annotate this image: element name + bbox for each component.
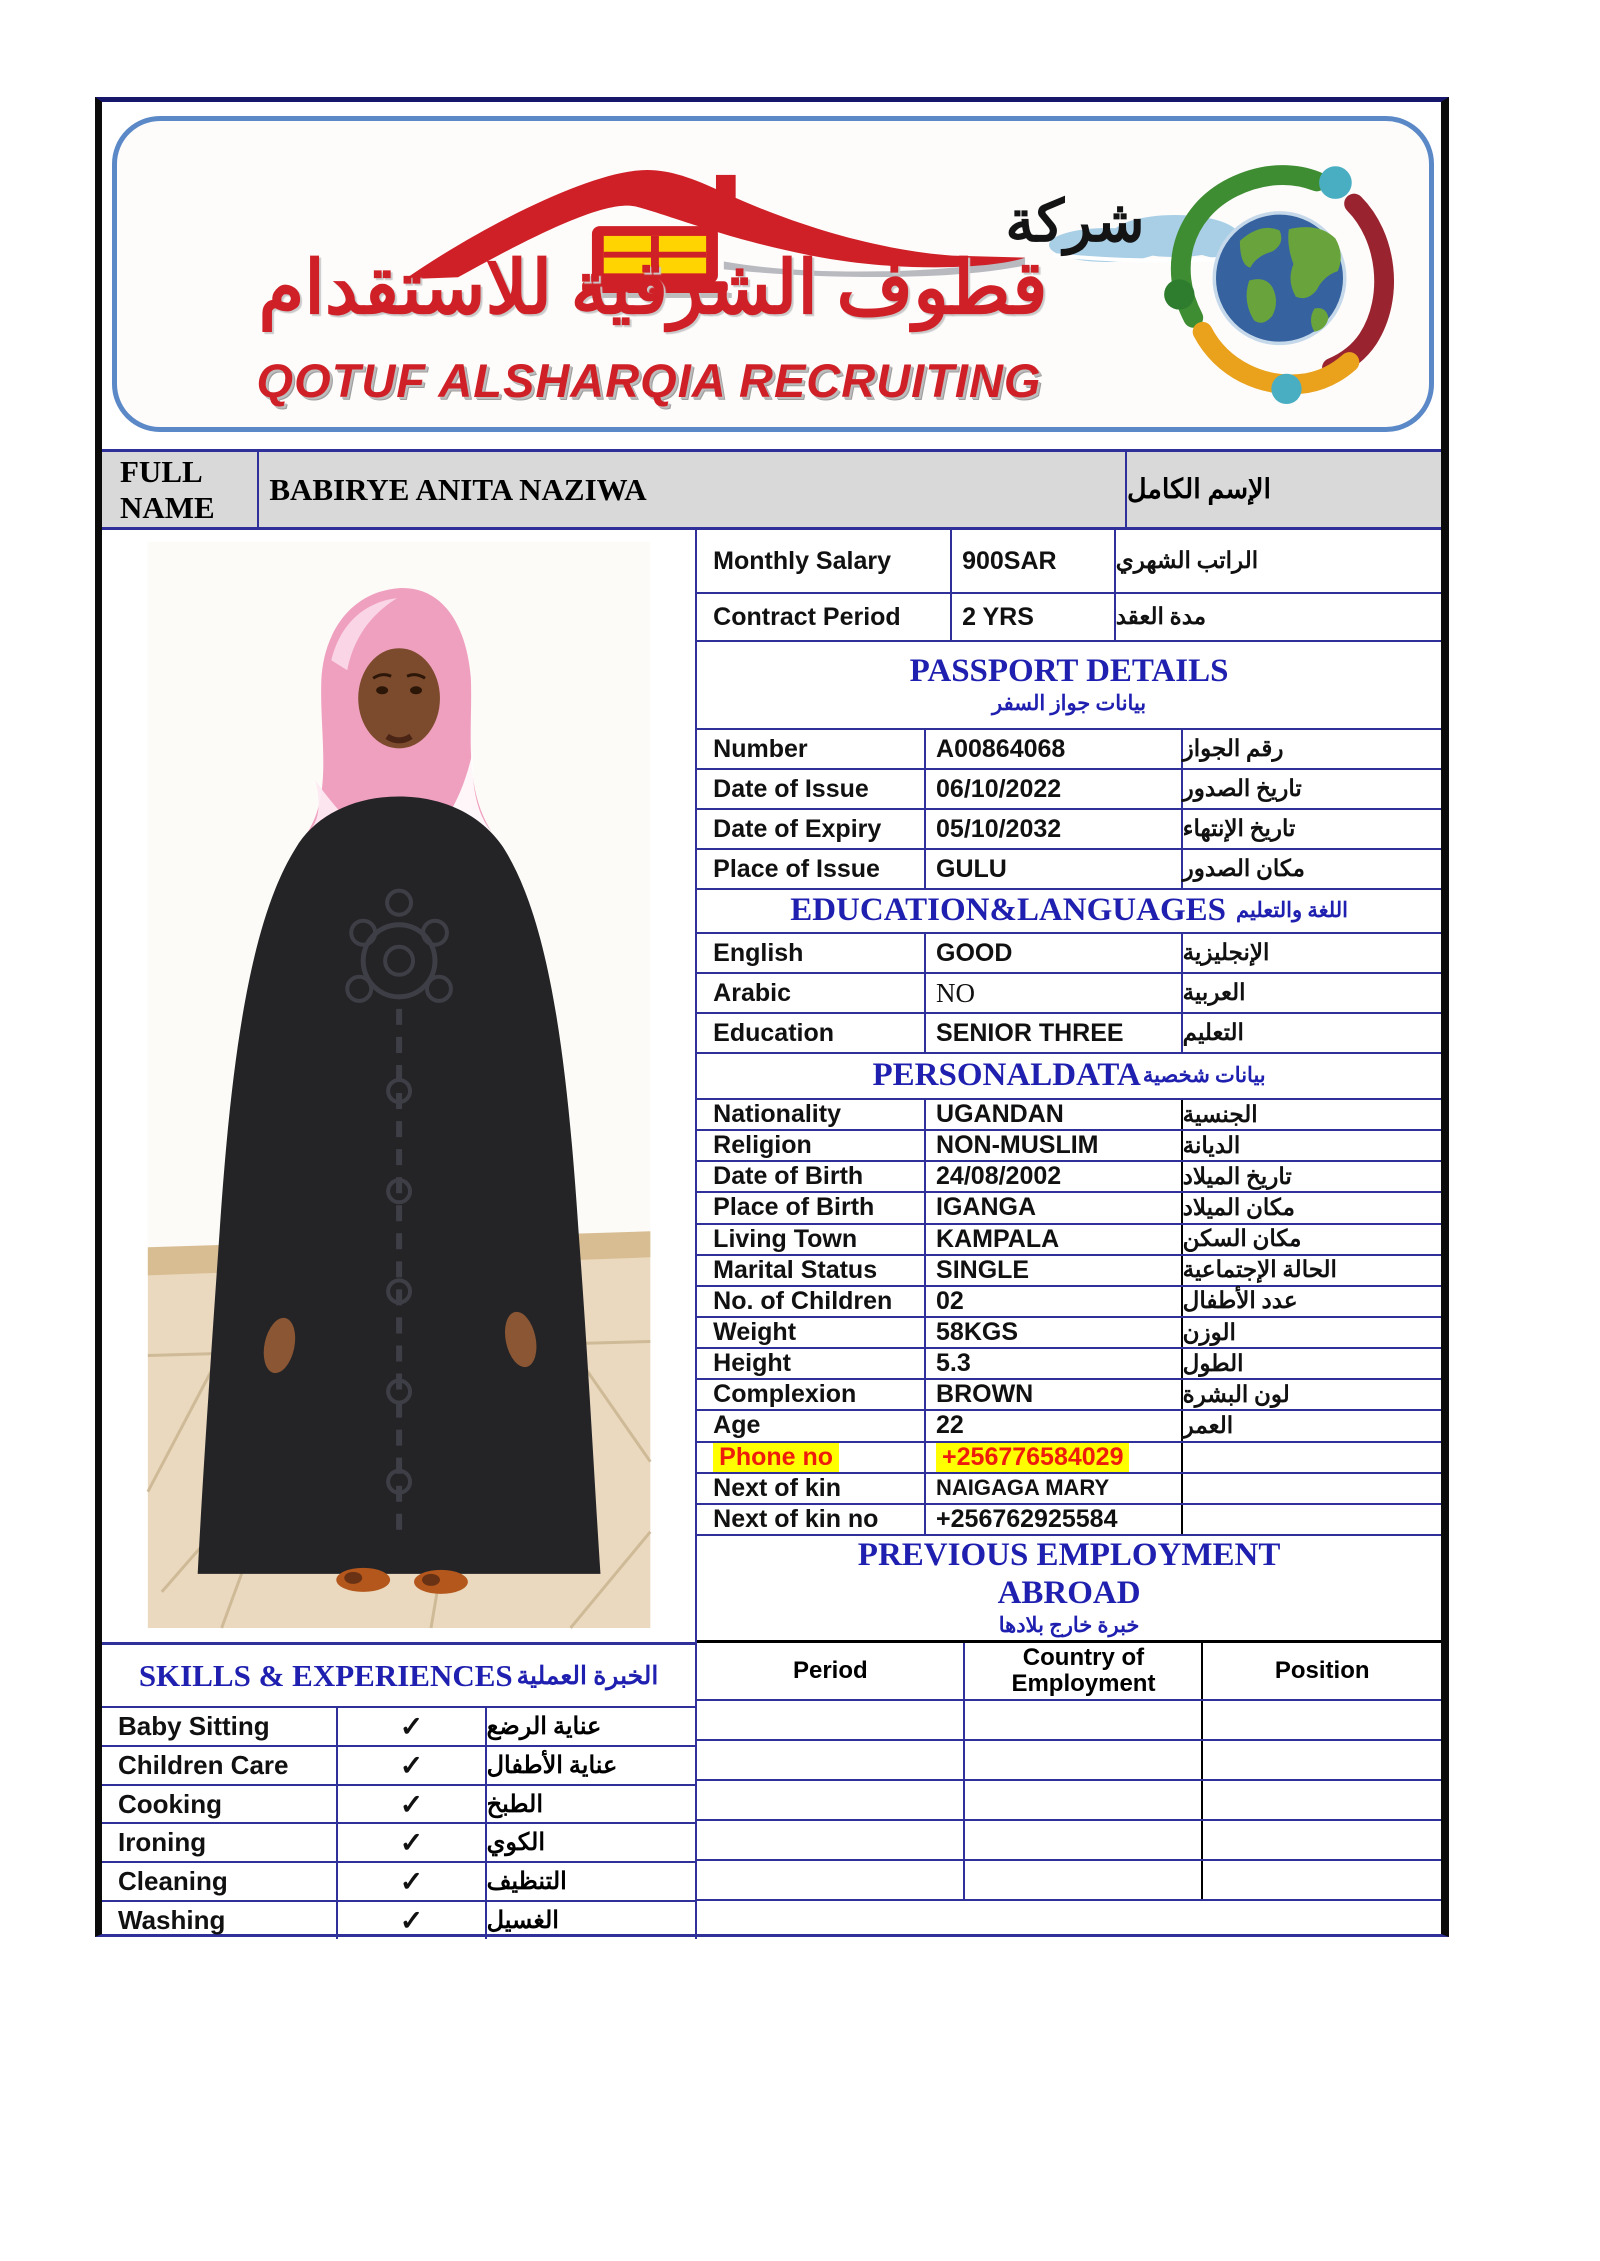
- field-label-arabic: العمر: [1181, 1411, 1441, 1440]
- right-column: [697, 530, 1441, 1939]
- row-weight: [697, 1316, 1441, 1347]
- employment-row-empty: [697, 1779, 1441, 1819]
- field-label-arabic: تاريخ الميلاد: [1181, 1162, 1441, 1191]
- globe-logo-icon: [1149, 143, 1417, 411]
- field-label: Number: [713, 734, 808, 763]
- left-column: [102, 530, 697, 1939]
- field-label: Place of Birth: [713, 1193, 875, 1222]
- skill-label-arabic: عناية الأطفال: [485, 1747, 696, 1784]
- check-icon: ✓: [336, 1708, 484, 1745]
- field-value: UGANDAN: [924, 1100, 1181, 1129]
- field-value: 5.3: [924, 1349, 1181, 1378]
- field-value: 02: [924, 1287, 1181, 1316]
- field-value: SENIOR THREE: [924, 1014, 1181, 1052]
- field-label-arabic: تاريخ الإنتهاء: [1181, 810, 1441, 848]
- education-title-arabic: اللغة والتعليم: [1236, 898, 1348, 923]
- field-label: Living Town: [713, 1224, 858, 1253]
- skill-label: Cleaning: [118, 1866, 228, 1897]
- column-header-country: Country of Employment: [963, 1643, 1201, 1699]
- skill-label-arabic: الغسيل: [485, 1902, 696, 1939]
- field-label-arabic: الراتب الشهري: [1114, 530, 1441, 592]
- country-cell: [963, 1781, 1201, 1819]
- field-label: Marital Status: [713, 1255, 878, 1284]
- field-label: No. of Children: [713, 1286, 893, 1315]
- field-value: 05/10/2032: [924, 810, 1181, 848]
- candidate-photo: [102, 530, 695, 1642]
- field-label: Date of Birth: [713, 1162, 864, 1191]
- field-label: Religion: [713, 1131, 812, 1160]
- employment-row-empty: [697, 1859, 1441, 1899]
- period-cell: [697, 1861, 963, 1899]
- field-value: GOOD: [924, 934, 1181, 972]
- skill-label: Cooking: [118, 1788, 222, 1819]
- field-label: Education: [713, 1018, 835, 1047]
- skill-label: Washing: [118, 1905, 226, 1936]
- field-label-arabic: [1181, 1474, 1441, 1503]
- skill-label: Children Care: [118, 1749, 289, 1780]
- row-date-of-expiry: [697, 808, 1441, 848]
- row-next-of-kin-no: [697, 1503, 1441, 1534]
- main-band: [102, 527, 1441, 1939]
- position-cell: [1201, 1701, 1441, 1739]
- field-value: BROWN: [924, 1380, 1181, 1409]
- field-value: GULU: [924, 850, 1181, 888]
- row-place-of-issue: [697, 848, 1441, 888]
- row-arabic: [697, 972, 1441, 1012]
- field-value: 900SAR: [950, 530, 1114, 592]
- row-height: [697, 1347, 1441, 1378]
- full-name-label: FULL NAME: [120, 453, 215, 525]
- field-label: Complexion: [713, 1380, 857, 1409]
- country-cell: [963, 1821, 1201, 1859]
- skill-label-arabic: الكوي: [485, 1824, 696, 1861]
- skill-row-cleaning: [102, 1861, 695, 1900]
- skill-label: Ironing: [118, 1827, 207, 1858]
- skill-label: Baby Sitting: [118, 1710, 270, 1741]
- skill-label-arabic: الطبخ: [485, 1786, 696, 1823]
- row-contract-period: [697, 592, 1441, 640]
- row-date-of-issue: [697, 768, 1441, 808]
- check-icon: ✓: [336, 1902, 484, 1939]
- row-place-of-birth: [697, 1191, 1441, 1222]
- previous-employment-title-arabic: خبرة خارج بلادها: [998, 1613, 1140, 1638]
- personal-title: PERSONALDATA: [872, 1057, 1141, 1094]
- field-label-arabic: لون البشرة: [1181, 1380, 1441, 1409]
- row-date-of-birth: [697, 1160, 1441, 1191]
- full-name-value: BABIRYE ANITA NAZIWA: [257, 452, 1125, 527]
- country-cell: [963, 1741, 1201, 1779]
- period-cell: [697, 1821, 963, 1859]
- skill-label-arabic: عناية الرضع: [485, 1708, 696, 1745]
- field-label-arabic: الوزن: [1181, 1318, 1441, 1347]
- field-label: Next of kin: [713, 1473, 841, 1502]
- passport-title-arabic: بيانات جواز السفر: [992, 691, 1147, 716]
- field-label: Nationality: [713, 1100, 841, 1129]
- field-value: 24/08/2002: [924, 1162, 1181, 1191]
- field-label-arabic: العربية: [1181, 974, 1441, 1012]
- skill-row-cooking: [102, 1784, 695, 1823]
- field-label-arabic: الحالة الإجتماعية: [1181, 1256, 1441, 1285]
- row-religion: [697, 1129, 1441, 1160]
- field-label-arabic: التعليم: [1181, 1014, 1441, 1052]
- field-value: NON-MUSLIM: [924, 1131, 1181, 1160]
- row-nationality: [697, 1098, 1441, 1129]
- previous-employment-header: [697, 1534, 1441, 1640]
- row-next-of-kin: [697, 1472, 1441, 1503]
- field-label: Age: [713, 1411, 761, 1440]
- field-label: Place of Issue: [713, 854, 880, 883]
- employment-row-empty: [697, 1699, 1441, 1739]
- field-label-arabic: مدة العقد: [1114, 594, 1441, 640]
- skills-title: SKILLS & EXPERIENCES: [138, 1657, 513, 1693]
- skill-row-ironing: [102, 1822, 695, 1861]
- full-name-row: [102, 449, 1441, 527]
- field-label-arabic: تاريخ الصدور: [1181, 770, 1441, 808]
- field-value: +256762925584: [924, 1505, 1181, 1534]
- field-label-arabic: [1181, 1505, 1441, 1534]
- field-value: SINGLE: [924, 1256, 1181, 1285]
- phone-value-highlighted: +256776584029: [936, 1443, 1129, 1472]
- skill-label-arabic: التنظيف: [485, 1863, 696, 1900]
- employment-table-header: [697, 1640, 1441, 1699]
- field-label-arabic: عدد الأطفال: [1181, 1287, 1441, 1316]
- skill-row-children-care: [102, 1745, 695, 1784]
- row-marital-status: [697, 1254, 1441, 1285]
- period-cell: [697, 1781, 963, 1819]
- field-label: Weight: [713, 1318, 797, 1347]
- field-label: Contract Period: [713, 602, 901, 631]
- field-label: English: [713, 938, 804, 967]
- period-cell: [697, 1701, 963, 1739]
- field-label: Arabic: [713, 978, 791, 1007]
- field-value: KAMPALA: [924, 1225, 1181, 1254]
- position-cell: [1201, 1741, 1441, 1779]
- header-band: [102, 102, 1441, 449]
- skills-title-arabic: الخبرة العملية: [516, 1662, 659, 1690]
- row-no-of-children: [697, 1285, 1441, 1316]
- column-header-position: Position: [1201, 1643, 1441, 1699]
- position-cell: [1201, 1821, 1441, 1859]
- personal-title-arabic: بيانات شخصية: [1142, 1063, 1266, 1088]
- field-label: Height: [713, 1349, 791, 1378]
- education-section-header: [697, 888, 1441, 932]
- field-value: NO: [924, 974, 1181, 1012]
- full-name-label-arabic: الإسم الكامل: [1125, 452, 1441, 527]
- employment-row-merged-empty: [697, 1899, 1441, 1939]
- field-label: Date of Expiry: [713, 814, 882, 843]
- candidate-photo-illustration: [102, 530, 695, 1642]
- row-education: [697, 1012, 1441, 1052]
- passport-title: PASSPORT DETAILS: [909, 653, 1229, 690]
- field-label: Next of kin no: [713, 1504, 879, 1533]
- field-label-arabic: الإنجليزية: [1181, 934, 1441, 972]
- country-cell: [963, 1701, 1201, 1739]
- row-monthly-salary: [697, 530, 1441, 592]
- position-cell: [1201, 1861, 1441, 1899]
- field-label-arabic: مكان الصدور: [1181, 850, 1441, 888]
- field-label-arabic: رقم الجواز: [1181, 730, 1441, 768]
- company-prefix-arabic: شركة: [1005, 189, 1145, 254]
- row-english: [697, 932, 1441, 972]
- skill-row-baby-sitting: [102, 1706, 695, 1745]
- personal-section-header: [697, 1052, 1441, 1098]
- employment-row-empty: [697, 1739, 1441, 1779]
- row-passport-number: [697, 728, 1441, 768]
- skills-section-header: [102, 1642, 695, 1706]
- field-value: IGANGA: [924, 1193, 1181, 1222]
- check-icon: ✓: [336, 1824, 484, 1861]
- field-label-arabic: الطول: [1181, 1349, 1441, 1378]
- skill-row-washing: [102, 1900, 695, 1939]
- field-label-arabic: مكان السكن: [1181, 1225, 1441, 1254]
- row-age: [697, 1409, 1441, 1440]
- field-label-arabic: مكان الميلاد: [1181, 1193, 1441, 1222]
- employment-row-empty: [697, 1819, 1441, 1859]
- column-header-period: Period: [792, 1656, 868, 1684]
- company-name-english: QOTUF ALSHARQIA RECRUITING: [256, 354, 1042, 407]
- previous-employment-title-line2: ABROAD: [997, 1575, 1141, 1612]
- previous-employment-title-line1: PREVIOUS EMPLOYMENT: [857, 1537, 1281, 1574]
- company-header-box: [112, 116, 1434, 432]
- field-value: 22: [924, 1411, 1181, 1440]
- period-cell: [697, 1741, 963, 1779]
- field-value: A00864068: [924, 730, 1181, 768]
- education-title: EDUCATION&LANGUAGES: [790, 892, 1226, 929]
- check-icon: ✓: [336, 1786, 484, 1823]
- field-value: 58KGS: [924, 1318, 1181, 1347]
- row-living-town: [697, 1223, 1441, 1254]
- company-name-arabic: قطوف الشرقية للاستقدام: [258, 248, 1048, 330]
- field-label-arabic: [1181, 1443, 1441, 1472]
- field-value: NAIGAGA MARY: [924, 1474, 1181, 1503]
- field-value: 2 YRS: [950, 594, 1114, 640]
- field-label: Monthly Salary: [713, 546, 891, 575]
- check-icon: ✓: [336, 1747, 484, 1784]
- field-label-arabic: الديانة: [1181, 1131, 1441, 1160]
- row-complexion: [697, 1378, 1441, 1409]
- position-cell: [1201, 1781, 1441, 1819]
- field-value: 06/10/2022: [924, 770, 1181, 808]
- field-label: Date of Issue: [713, 774, 869, 803]
- document-frame: [95, 97, 1449, 1937]
- row-phone-no: [697, 1441, 1441, 1472]
- field-label-arabic: الجنسية: [1181, 1100, 1441, 1129]
- phone-label-highlighted: Phone no: [713, 1443, 839, 1472]
- passport-section-header: [697, 640, 1441, 728]
- check-icon: ✓: [336, 1863, 484, 1900]
- country-cell: [963, 1861, 1201, 1899]
